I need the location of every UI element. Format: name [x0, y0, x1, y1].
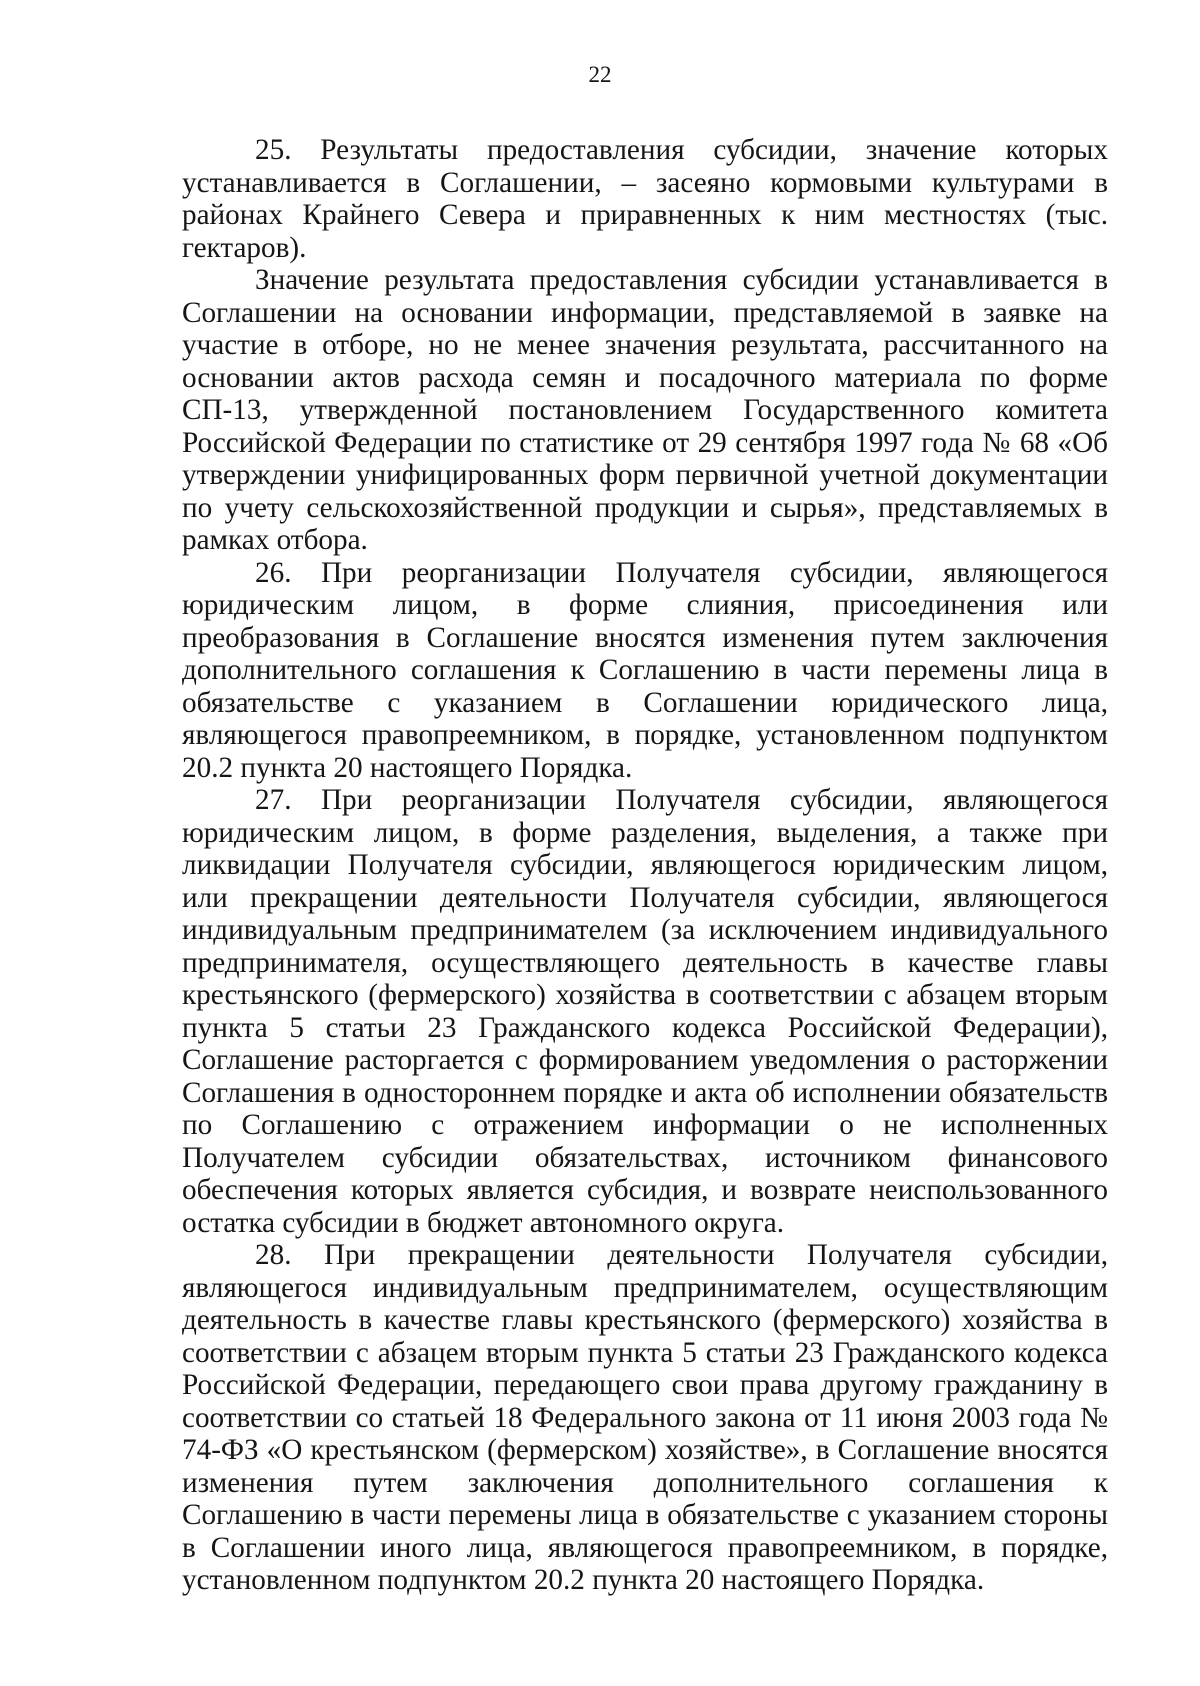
paragraph-27: 27. При реорганизации Получателя субсидии, являющегося юридическим лицом, в форме разделения, выделения, а также при ликвидации Получателя субсидии, являющегося юридическим лицом, или прекращении деятельности Получателя субсидии, являющегося индивидуальным предпринимателем (за исключением индивидуального предпринимателя, осуществляющего деятельность в качестве главы крестьянского (фермерского) хозяйства в соответствии с абзацем вторым пункта 5 статьи 23 Гражданского кодекса Российской Федерации), Соглашение расторгается с формированием уведомления о расторжении Соглашения в одностороннем порядке и акта об исполнении обязательств по Соглашению с отражением информации о не исполненных Получателем субсидии обязательствах, источником финансового обеспечения которых является субсидия, и возврате неиспользованного остатка субсидии в бюджет автономного округа.: [182, 784, 1108, 1239]
paragraph-26: 26. При реорганизации Получателя субсидии, являющегося юридическим лицом, в форме слияния, присоединения или преобразования в Соглашение вносятся изменения путем заключения дополнительного соглашения к Соглашению в части перемены лица в обязательстве с указанием в Соглашении юридического лица, являющегося правопреемником, в порядке, установленном подпунктом 20.2 пункта 20 настоящего Порядка.: [182, 556, 1108, 784]
document-body: [182, 134, 1108, 1597]
paragraph-28: 28. При прекращении деятельности Получателя субсидии, являющегося индивидуальным предпринимателем, осуществляющим деятельность в качестве главы крестьянского (фермерского) хозяйства в соответствии с абзацем вторым пункта 5 статьи 23 Гражданского кодекса Российской Федерации, передающего свои права другому гражданину в соответствии со статьей 18 Федерального закона от 11 июня 2003 года № 74-ФЗ «О крестьянском (фермерском) хозяйстве», в Соглашение вносятся изменения путем заключения дополнительного соглашения к Соглашению в части перемены лица в обязательстве с указанием стороны в Соглашении иного лица, являющегося правопреемником, в порядке, установленном подпунктом 20.2 пункта 20 настоящего Порядка.: [182, 1239, 1108, 1596]
paragraph-25-value: Значение результата предоставления субсидии устанавливается в Соглашении на основании информации, представляемой в заявке на участие в отборе, но не менее значения результата, рассчитанного на основании актов расхода семян и посадочного материала по форме СП-13, утвержденной постановлением Государственного комитета Российской Федерации по статистике от 29 сентября 1997 года № 68 «Об утверждении унифицированных форм первичной учетной документации по учету сельскохозяйственной продукции и сырья», представляемых в рамках отбора.: [182, 264, 1108, 556]
paragraph-25: 25. Результаты предоставления субсидии, значение которых устанавливается в Соглашении, – засеяно кормовыми культурами в районах Крайнего Севера и приравненных к ним местностях (тыс. гектаров).: [182, 134, 1108, 264]
page-number: 22: [588, 62, 612, 87]
